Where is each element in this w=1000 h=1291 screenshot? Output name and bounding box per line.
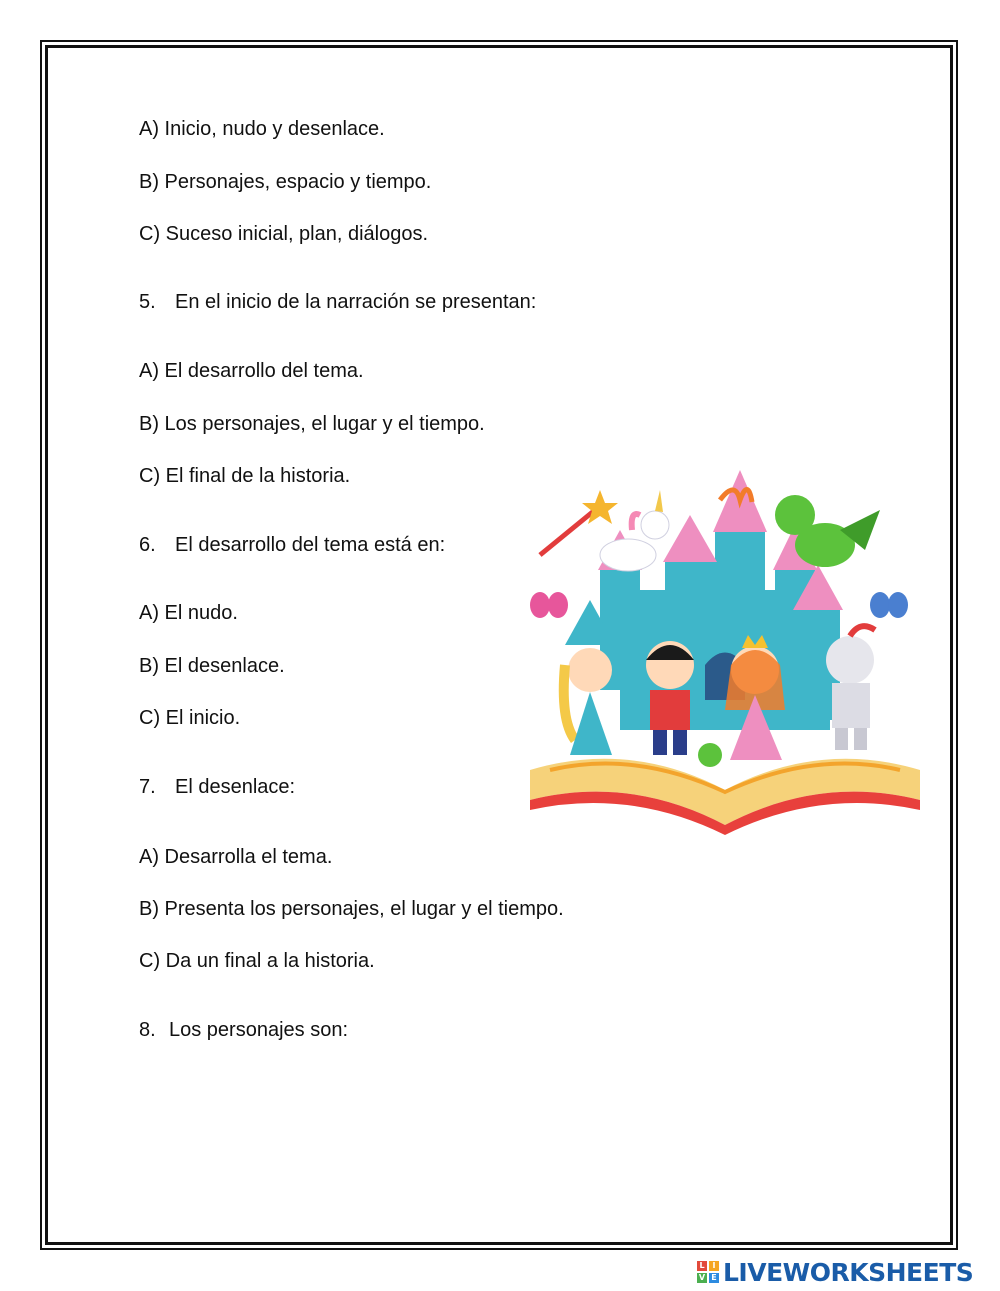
- option-7c: C) Da un final a la historia.: [139, 950, 375, 972]
- logo-grid-icon: L I V E: [697, 1261, 719, 1283]
- option-4a: A) Inicio, nudo y desenlace.: [139, 118, 385, 140]
- option-6b: B) El desenlace.: [139, 655, 285, 677]
- option-7b: B) Presenta los personajes, el lugar y el tiempo.: [139, 898, 564, 920]
- question-6: 6. El desarrollo del tema está en:: [139, 534, 446, 556]
- option-6a: A) El nudo.: [139, 602, 238, 624]
- question-8: 8. Los personajes son:: [139, 1019, 349, 1041]
- option-6c: C) El inicio.: [139, 707, 241, 729]
- butterfly-right: [870, 592, 908, 618]
- unicorn: [600, 490, 669, 571]
- brand-name: LIVEWORKSHEETS: [723, 1257, 974, 1287]
- option-5c: C) El final de la historia.: [139, 465, 351, 487]
- option-5a: A) El desarrollo del tema.: [139, 360, 364, 382]
- open-book: [530, 759, 920, 835]
- liveworksheets-logo: [697, 1258, 973, 1286]
- question-7: 7. El desenlace:: [139, 776, 296, 798]
- storybook-illustration: [520, 470, 930, 840]
- question-5: 5. En el inicio de la narración se presentan:: [139, 291, 537, 313]
- butterfly-left: [530, 592, 568, 618]
- option-5b: B) Los personajes, el lugar y el tiempo.: [139, 413, 485, 435]
- option-4c: C) Suceso inicial, plan, diálogos.: [139, 223, 429, 245]
- option-4b: B) Personajes, espacio y tiempo.: [139, 171, 432, 193]
- option-7a: A) Desarrolla el tema.: [139, 846, 333, 868]
